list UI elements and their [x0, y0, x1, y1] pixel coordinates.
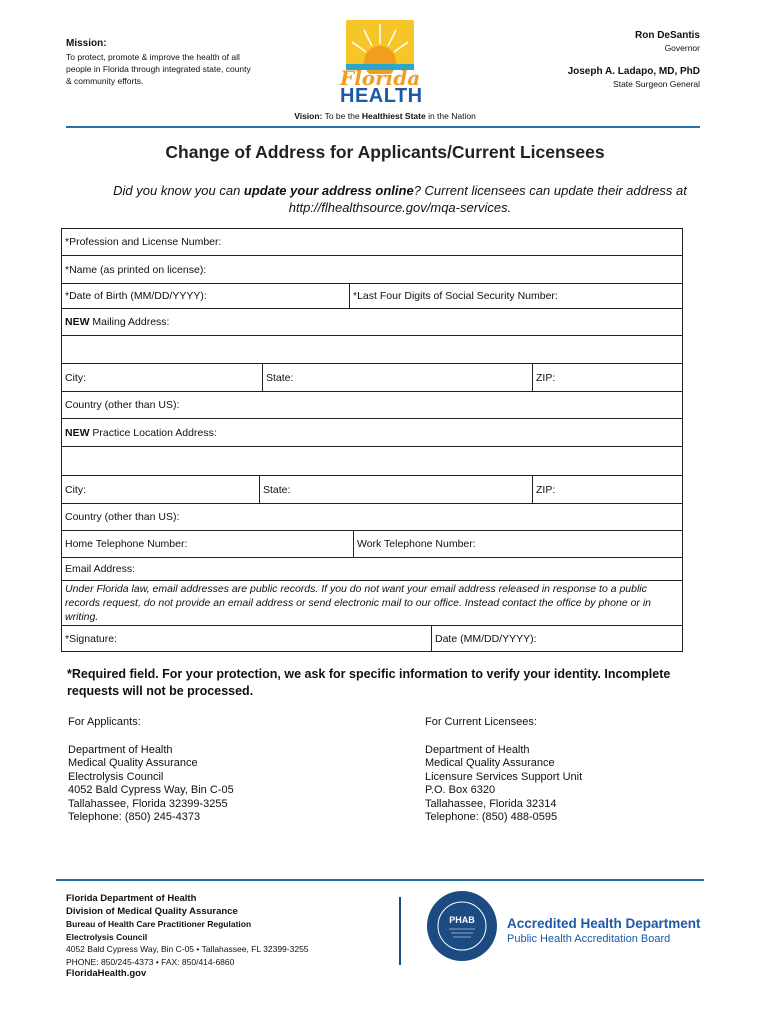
- mailing-address-line[interactable]: [62, 336, 682, 363]
- accreditation-board: Public Health Accreditation Board: [507, 933, 671, 945]
- zip-label: ZIP:: [536, 371, 556, 384]
- practice-state-field[interactable]: [260, 476, 533, 503]
- country-label: Country (other than US):: [65, 511, 180, 523]
- mission-block: [66, 38, 256, 87]
- address-form: [61, 228, 683, 652]
- name-field[interactable]: [62, 256, 682, 283]
- address-line: 4052 Bald Cypress Way, Bin C-05: [68, 784, 234, 796]
- email-public-records-notice: Under Florida law, email addresses are public records. If you do not want your email address released in response to a public records request, do not provide an email address or send electronic mail to our office. Instead contact the office by phone or in writing.: [65, 583, 651, 623]
- required-field-note: *Required field. For your protection, we ask for specific information to verify your identity. Incomplete requests will not be processed.: [67, 667, 671, 698]
- mailing-zip-field[interactable]: [533, 364, 682, 391]
- vision-bold: Healthiest State: [361, 111, 426, 121]
- work-phone-label: Work Telephone Number:: [357, 538, 476, 550]
- mailing-text: Mailing Address:: [89, 316, 170, 328]
- footer-council: Electrolysis Council: [66, 931, 148, 942]
- governor-title: Governor: [664, 43, 700, 53]
- work-phone-field[interactable]: [354, 531, 682, 557]
- practice-address-line[interactable]: [62, 447, 682, 475]
- footer-address: 4052 Bald Cypress Way, Bin C-05 • Tallahassee, FL 32399-3255: [66, 944, 309, 954]
- dob-field[interactable]: [62, 284, 350, 308]
- address-line: Electrolysis Council: [68, 770, 164, 783]
- vision-statement: [0, 111, 770, 121]
- address-line: Licensure Services Support Unit: [425, 770, 583, 783]
- officials-block: [568, 30, 700, 90]
- address-line: Department of Health: [68, 743, 173, 756]
- page-title: Change of Address for Applicants/Current Licensees: [165, 142, 605, 162]
- practice-country-field[interactable]: [62, 504, 682, 530]
- footer-division: Division of Medical Quality Assurance: [66, 905, 238, 917]
- mailing-country-field[interactable]: [62, 392, 682, 418]
- state-label: State:: [263, 483, 291, 496]
- practice-label: [65, 427, 217, 439]
- applicants-heading: For Applicants:: [68, 716, 141, 728]
- phab-seal-icon: [427, 891, 497, 961]
- accreditation-block: [507, 916, 701, 945]
- new-label: NEW: [65, 316, 90, 328]
- intro-text: [100, 182, 700, 216]
- signature-label: *Signature:: [65, 632, 117, 645]
- address-line: Medical Quality Assurance: [68, 757, 198, 769]
- footer-contact: [66, 893, 309, 981]
- practice-text: Practice Location Address:: [89, 426, 217, 439]
- home-phone-label: Home Telephone Number:: [65, 538, 188, 550]
- address-line: Tallahassee, Florida 32314: [425, 797, 557, 810]
- mailing-address-field[interactable]: [62, 309, 682, 335]
- practice-city-field[interactable]: [62, 476, 260, 503]
- email-label: Email Address:: [65, 563, 136, 575]
- intro-bold: update your address online: [243, 183, 414, 198]
- practice-address-field[interactable]: [62, 419, 682, 446]
- licensees-heading: For Current Licensees:: [425, 716, 537, 728]
- address-line: P.O. Box 6320: [425, 784, 496, 796]
- profession-license-field[interactable]: [62, 229, 682, 255]
- mailing-label: [65, 316, 169, 328]
- profession-label: *Profession and License Number:: [65, 236, 222, 248]
- logo-florida-text: Florida: [340, 66, 421, 90]
- footer-bureau: Bureau of Health Care Practitioner Regulation: [66, 919, 252, 929]
- date-label: Date (MM/DD/YYYY):: [435, 632, 537, 645]
- signature-field[interactable]: [62, 626, 432, 651]
- practice-zip-field[interactable]: [533, 476, 682, 503]
- surgeon-title: State Surgeon General: [613, 79, 700, 89]
- ssn-label: *Last Four Digits of Social Security Number:: [353, 290, 558, 302]
- governor-name: Ron DeSantis: [634, 30, 700, 41]
- address-line: Medical Quality Assurance: [425, 757, 555, 769]
- new-label: NEW: [65, 426, 90, 439]
- header-divider: [66, 126, 700, 128]
- footer-separator: [399, 897, 401, 965]
- address-line: Telephone: (850) 488-0595: [425, 811, 558, 823]
- phab-seal-text: PHAB: [449, 915, 475, 925]
- mission-text: To protect, promote & improve the health of all people in Florida through integrated state, county & community efforts.: [66, 52, 251, 86]
- zip-label: ZIP:: [536, 483, 556, 496]
- date-field[interactable]: [432, 626, 682, 651]
- intro-pre: Did you know you can: [113, 183, 244, 198]
- footer-dept: Florida Department of Health: [66, 893, 197, 904]
- ssn-field[interactable]: [350, 284, 682, 308]
- licensees-address: [425, 716, 705, 825]
- vision-post: in the Nation: [425, 111, 476, 121]
- home-phone-field[interactable]: [62, 531, 354, 557]
- intro-post: ? Current licensees can update their address at http://flhealthsource.gov/mqa-services.: [288, 183, 687, 215]
- mailing-state-field[interactable]: [263, 364, 533, 391]
- logo-health-text: HEALTH: [340, 85, 423, 107]
- dob-label: *Date of Birth (MM/DD/YYYY):: [65, 290, 207, 302]
- state-label: State:: [266, 371, 294, 384]
- accredited-title: Accredited Health Department: [507, 916, 701, 931]
- applicants-address: [68, 716, 368, 825]
- footer-website[interactable]: FloridaHealth.gov: [66, 968, 147, 979]
- vision-label: Vision:: [294, 111, 323, 121]
- address-line: Tallahassee, Florida 32399-3255: [68, 797, 228, 810]
- address-line: Telephone: (850) 245-4373: [68, 811, 201, 823]
- address-line: Department of Health: [425, 743, 530, 756]
- name-label: *Name (as printed on license):: [65, 263, 207, 276]
- country-label: Country (other than US):: [65, 399, 180, 411]
- city-label: City:: [65, 483, 86, 496]
- florida-health-logo: [340, 18, 423, 107]
- mission-label: Mission:: [66, 38, 107, 49]
- mailing-city-field[interactable]: [62, 364, 263, 391]
- city-label: City:: [65, 371, 86, 384]
- surgeon-name: Joseph A. Ladapo, MD, PhD: [567, 66, 700, 77]
- vision-pre: To be the: [322, 111, 362, 121]
- footer-divider: [56, 879, 704, 881]
- email-field[interactable]: [62, 558, 682, 580]
- footer-phone: PHONE: 850/245-4373 • FAX: 850/414-6860: [66, 956, 235, 967]
